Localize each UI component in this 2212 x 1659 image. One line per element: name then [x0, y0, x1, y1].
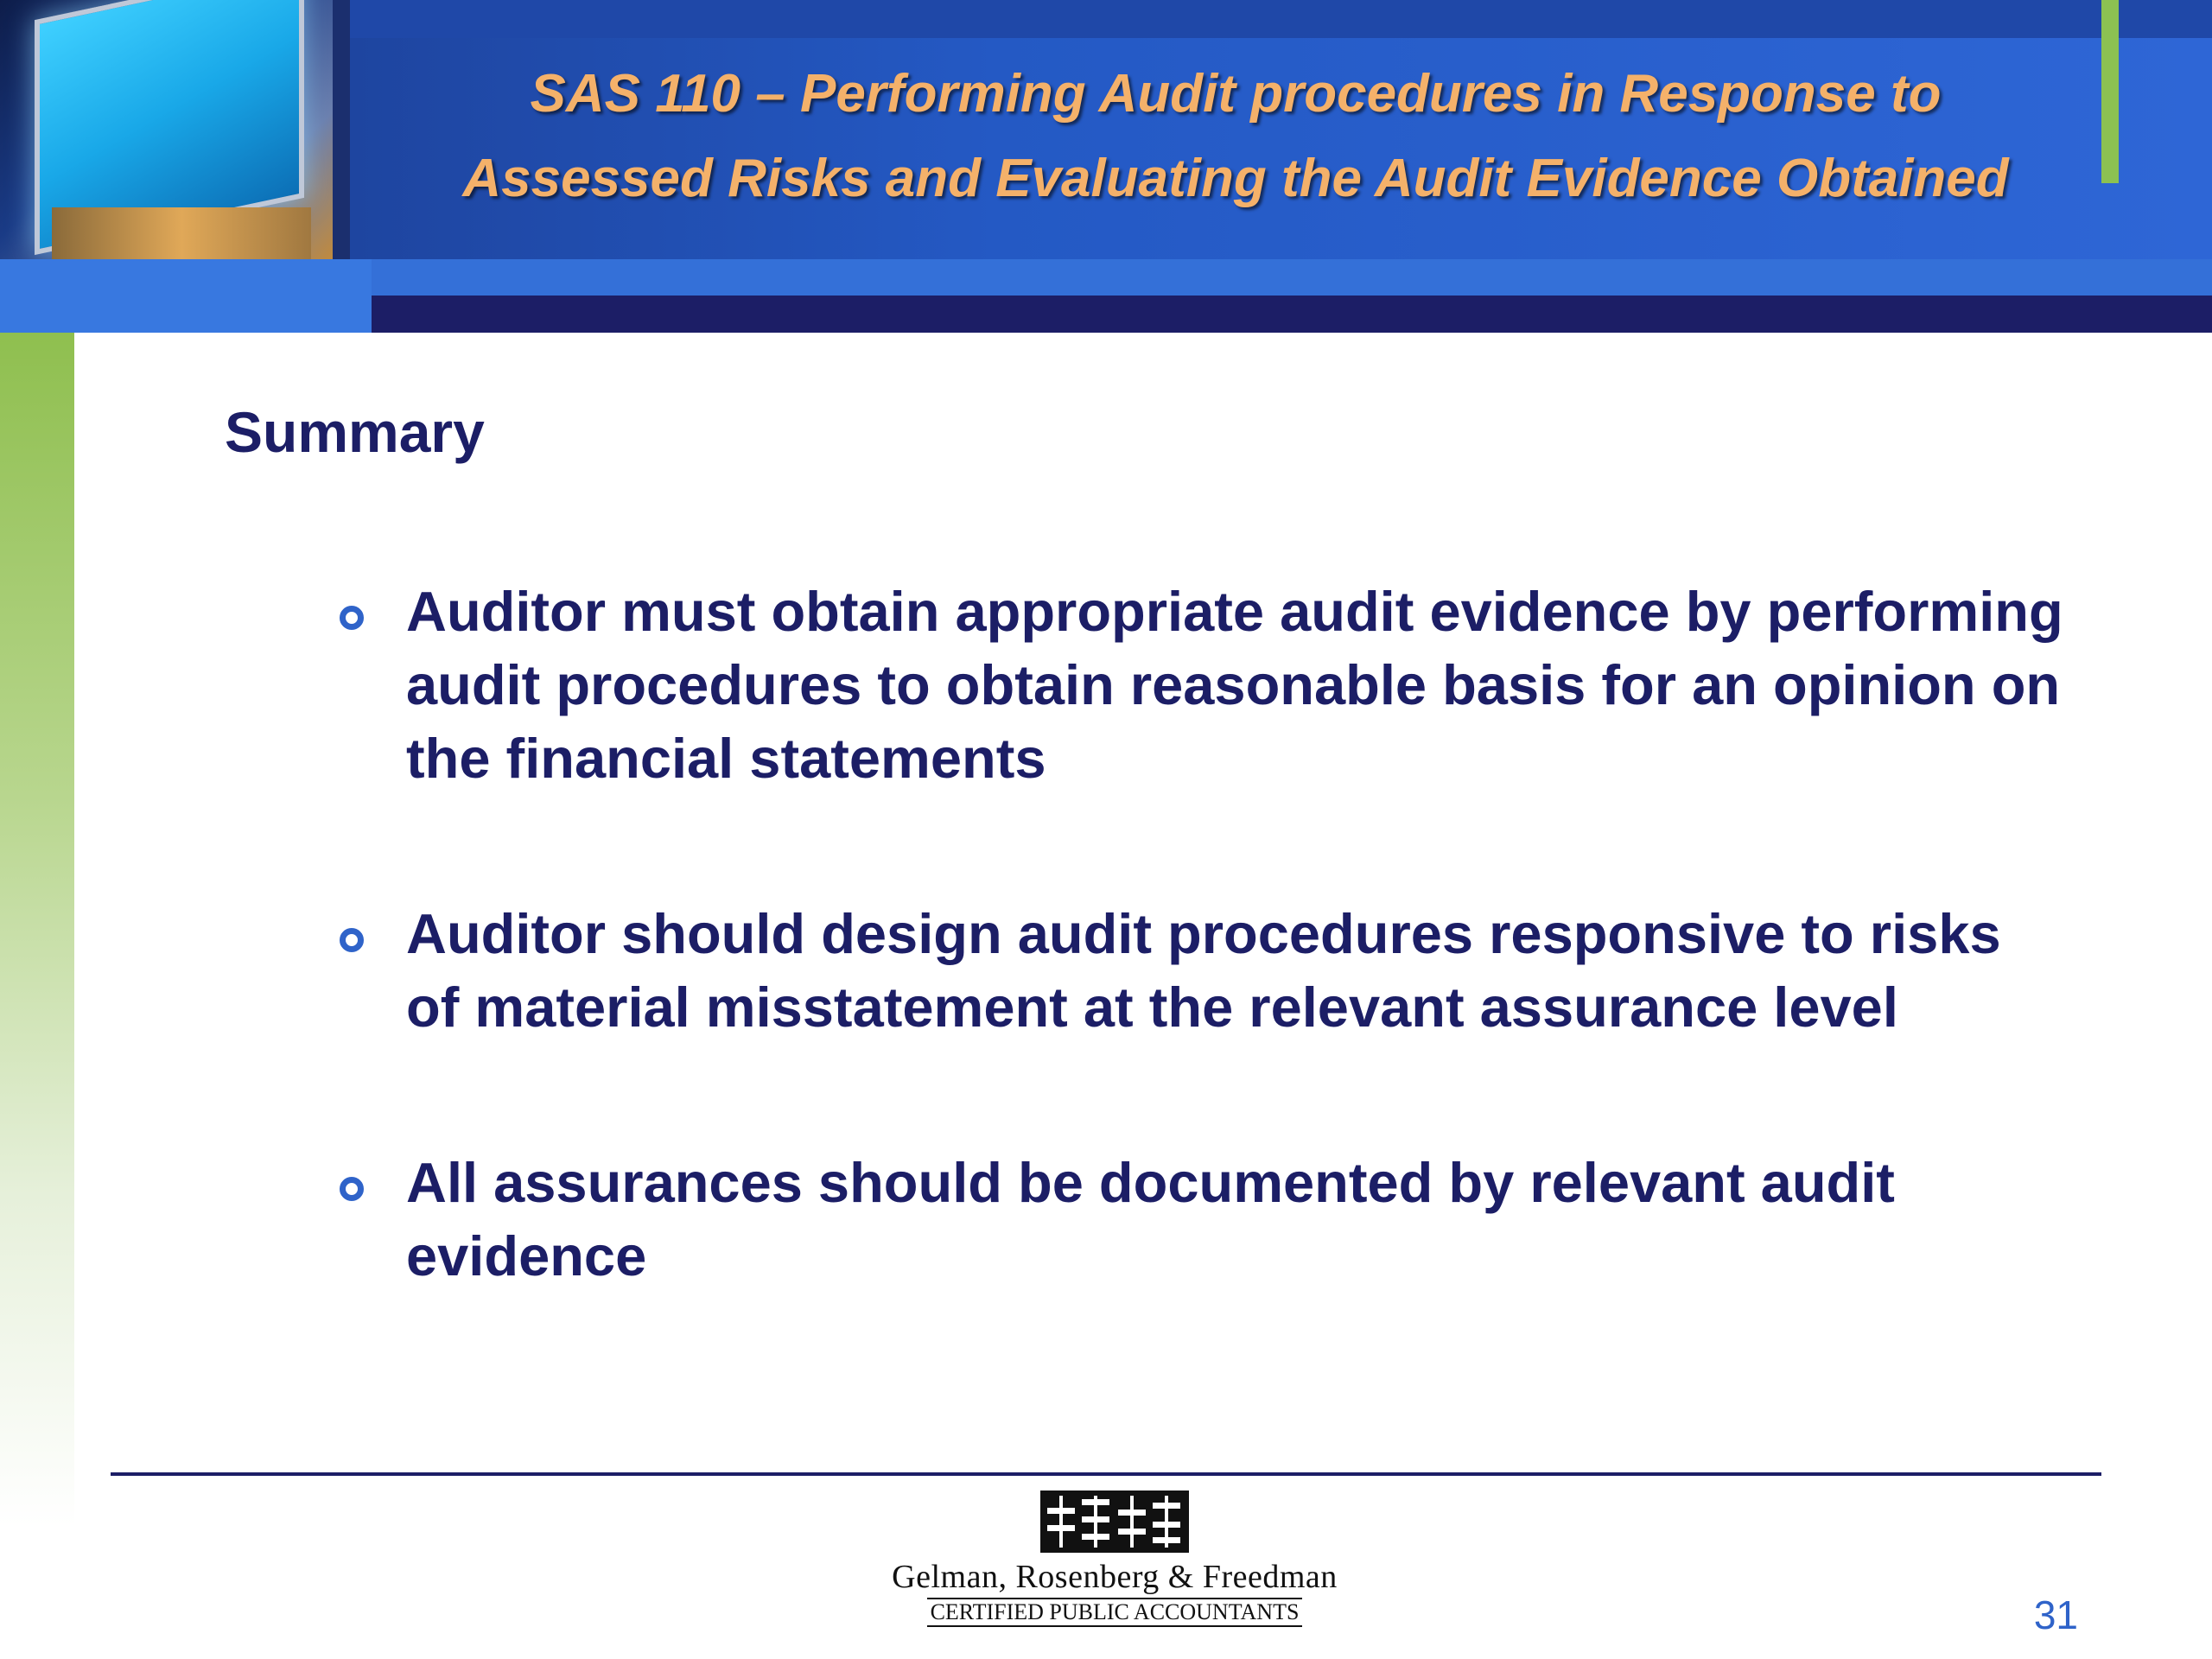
bullet-text: Auditor should design audit procedures responsive to risks of material misstatement at the relevant assurance level — [406, 902, 2001, 1039]
bullet-item — [328, 1146, 2065, 1293]
slide-title-line-1: SAS 110 – Performing Audit procedures in Response to — [530, 64, 1942, 124]
bullet-text: Auditor must obtain appropriate audit evidence by performing audit procedures to obtain reasonable basis for an opinion on the financial statements — [406, 580, 2063, 790]
page-number: 31 — [2033, 1592, 2078, 1637]
bullet-icon — [340, 928, 364, 952]
footer-divider — [111, 1472, 2101, 1476]
firm-subtitle: CERTIFIED PUBLIC ACCOUNTANTS — [927, 1598, 1303, 1627]
bullet-icon — [340, 1177, 364, 1201]
monitor-base — [52, 207, 311, 259]
photo-divider — [333, 0, 350, 259]
bullet-item — [328, 575, 2065, 795]
bullet-text: All assurances should be documented by relevant audit evidence — [406, 1151, 1895, 1287]
header-band-mid — [372, 259, 2212, 296]
slide-title — [372, 52, 2100, 221]
bullet-item — [328, 897, 2065, 1044]
slide-title-line-2: Assessed Risks and Evaluating the Audit Evidence Obtained — [462, 149, 2009, 208]
bullet-list — [328, 575, 2065, 1395]
firm-logo — [855, 1491, 1374, 1637]
left-gradient-bar — [0, 333, 74, 1659]
bullet-icon — [340, 606, 364, 630]
firm-name: Gelman, Rosenberg & Freedman — [892, 1559, 1338, 1595]
section-heading: Summary — [225, 400, 485, 464]
header-band-light — [0, 259, 372, 333]
header-band-dark — [372, 296, 2212, 333]
abacus-logo-icon — [1040, 1491, 1189, 1553]
header-green-accent — [2101, 0, 2119, 183]
slide-header — [0, 0, 2212, 333]
computer-monitor-image — [0, 0, 333, 259]
